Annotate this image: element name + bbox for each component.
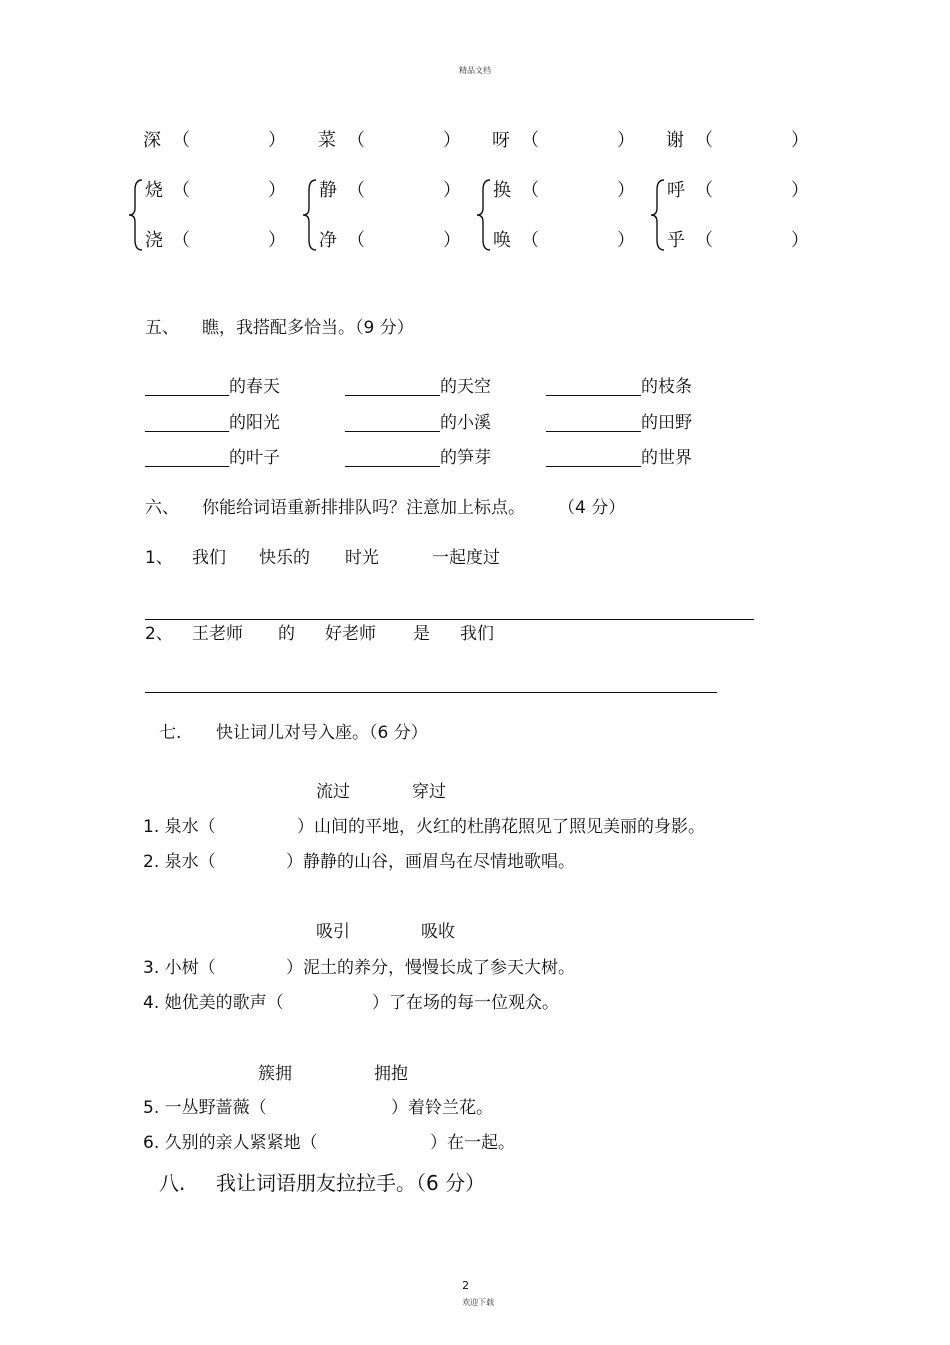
char-cell: 换	[493, 180, 511, 201]
phrase-label: 的世界	[641, 448, 692, 468]
open-paren: （	[695, 230, 713, 251]
section-title: 我让词语朋友拉拉手。（6 分）	[216, 1171, 486, 1195]
fill-row	[345, 415, 491, 432]
sentence-end: ）山间的平地，火红的杜鹃花照见了照见美丽的身影。	[297, 817, 705, 837]
page-number: 2	[462, 1279, 470, 1292]
fill-row	[145, 415, 280, 432]
word-choice: 穿过	[412, 782, 446, 802]
answer-blank[interactable]	[145, 415, 229, 432]
open-paren: （	[521, 180, 539, 201]
fill-row	[546, 379, 692, 396]
fill-row	[145, 379, 280, 396]
sentence-start: 4. 她优美的歌声（	[143, 993, 284, 1013]
word-choice: 簇拥	[258, 1064, 292, 1084]
word-chip: 是	[413, 624, 430, 644]
section-title: 你能给词语重新排排队吗？注意加上标点。	[202, 498, 525, 518]
word-choice: 流过	[316, 782, 350, 802]
char-cell: 净	[319, 230, 337, 251]
phrase-label: 的笋芽	[440, 448, 491, 468]
answer-blank[interactable]	[345, 379, 440, 396]
answer-blank[interactable]	[345, 415, 440, 432]
open-paren: （	[172, 180, 190, 201]
char-cell: 呀	[492, 130, 510, 151]
close-paren: ）	[268, 180, 286, 201]
sentence-end: ）了在场的每一位观众。	[372, 993, 559, 1013]
sentence-end: ）着铃兰花。	[391, 1098, 493, 1118]
answer-blank[interactable]	[145, 450, 229, 467]
open-paren: （	[347, 180, 365, 201]
brace-icon	[300, 178, 320, 252]
open-paren: （	[172, 230, 190, 251]
close-paren: ）	[617, 180, 635, 201]
open-paren: （	[347, 230, 365, 251]
brace-icon	[648, 178, 668, 252]
char-cell: 呼	[667, 180, 685, 201]
word-choice: 吸引	[316, 922, 350, 942]
close-paren: ）	[268, 130, 286, 151]
char-cell: 乎	[667, 230, 685, 251]
answer-line[interactable]	[145, 692, 717, 693]
open-paren: （	[695, 130, 713, 151]
sentence-start: 5. 一丛野蔷薇（	[143, 1098, 267, 1118]
char-cell: 深	[143, 130, 161, 151]
page-footer	[452, 1260, 494, 1308]
answer-blank[interactable]	[546, 450, 641, 467]
fill-row	[345, 450, 491, 467]
char-cell: 静	[319, 180, 337, 201]
phrase-label: 的天空	[440, 377, 491, 397]
close-paren: ）	[791, 130, 809, 151]
phrase-label: 的小溪	[440, 413, 491, 433]
fill-row	[345, 379, 491, 396]
word-chip: 时光	[345, 548, 379, 568]
section-number: 五、	[145, 318, 179, 338]
answer-blank[interactable]	[345, 450, 440, 467]
fill-row	[546, 450, 692, 467]
word-chip: 的	[278, 624, 295, 644]
close-paren: ）	[617, 230, 635, 251]
section-title: 快让词儿对号入座。（6 分）	[216, 723, 428, 743]
fill-row	[145, 450, 280, 467]
word-chip: 我们	[192, 548, 226, 568]
sentence-end: ）静静的山谷，画眉鸟在尽情地歌唱。	[286, 852, 575, 872]
phrase-label: 的阳光	[229, 413, 280, 433]
word-chip: 一起度过	[432, 548, 500, 568]
sentence-start: 3. 小树（	[143, 958, 216, 978]
word-choice: 拥抱	[374, 1064, 408, 1084]
phrase-label: 的枝条	[641, 377, 692, 397]
answer-line[interactable]	[145, 619, 754, 620]
open-paren: （	[521, 130, 539, 151]
close-paren: ）	[443, 130, 461, 151]
close-paren: ）	[268, 230, 286, 251]
char-cell: 烧	[145, 180, 163, 201]
open-paren: （	[521, 230, 539, 251]
open-paren: （	[347, 130, 365, 151]
char-cell: 浇	[145, 230, 163, 251]
item-number: 1、	[145, 548, 173, 568]
word-choice: 吸收	[421, 922, 455, 942]
close-paren: ）	[443, 230, 461, 251]
sentence-end: ）在一起。	[430, 1133, 515, 1153]
section-score: （4 分）	[558, 498, 626, 518]
phrase-label: 的田野	[641, 413, 692, 433]
section-number: 八.	[159, 1171, 186, 1195]
section-number: 七.	[159, 723, 182, 743]
sentence-start: 1. 泉水（	[143, 817, 216, 837]
phrase-label: 的叶子	[229, 448, 280, 468]
open-paren: （	[172, 130, 190, 151]
answer-blank[interactable]	[546, 415, 641, 432]
answer-blank[interactable]	[546, 379, 641, 396]
sentence-start: 2. 泉水（	[143, 852, 216, 872]
section-title: 瞧，我搭配多恰当。（9 分）	[202, 318, 414, 338]
close-paren: ）	[617, 130, 635, 151]
sentence-end: ）泥土的养分，慢慢长成了参天大树。	[286, 958, 575, 978]
item-number: 2、	[145, 624, 173, 644]
word-chip: 好老师	[325, 624, 376, 644]
open-paren: （	[695, 180, 713, 201]
page-header: 精品文档	[459, 66, 491, 75]
brace-icon	[126, 178, 146, 252]
sentence-start: 6. 久别的亲人紧紧地（	[143, 1133, 318, 1153]
fill-row	[546, 415, 692, 432]
word-chip: 快乐的	[259, 548, 310, 568]
brace-icon	[474, 178, 494, 252]
phrase-label: 的春天	[229, 377, 280, 397]
word-chip: 王老师	[192, 624, 243, 644]
close-paren: ）	[443, 180, 461, 201]
char-cell: 谢	[666, 130, 684, 151]
close-paren: ）	[791, 230, 809, 251]
close-paren: ）	[791, 180, 809, 201]
char-cell: 菜	[318, 130, 336, 151]
footer-text: 欢迎下载	[462, 1298, 495, 1307]
char-cell: 唤	[493, 230, 511, 251]
section-number: 六、	[145, 498, 179, 518]
answer-blank[interactable]	[145, 379, 229, 396]
word-chip: 我们	[460, 624, 494, 644]
